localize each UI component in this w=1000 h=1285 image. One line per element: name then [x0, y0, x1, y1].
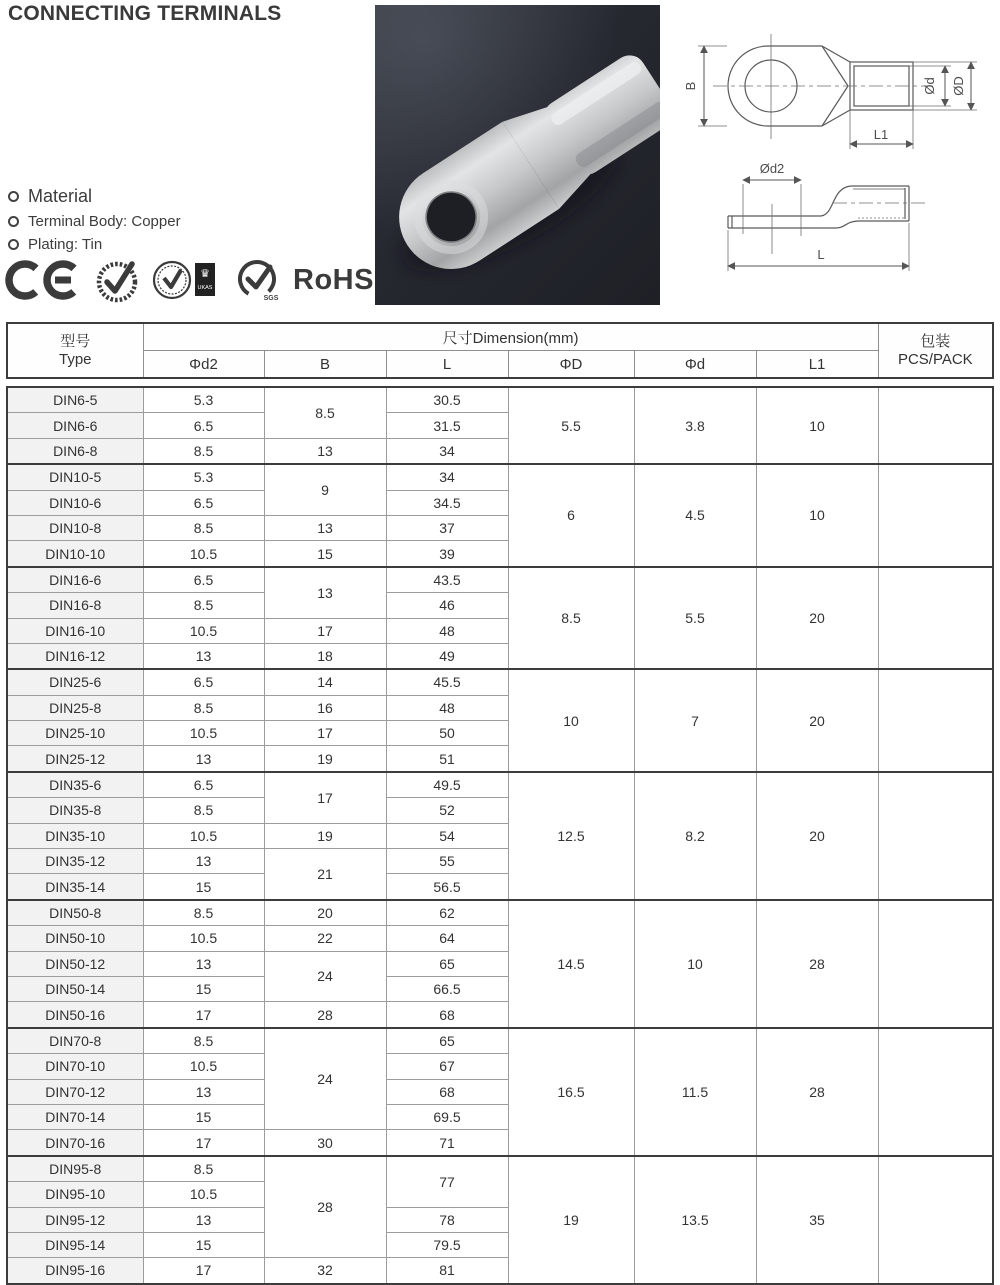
check-circle-icon — [94, 257, 140, 303]
material-item-row — [8, 236, 181, 253]
value-cell: 51 — [386, 746, 508, 772]
type-cell: DIN35-12 — [7, 849, 143, 874]
type-cell: DIN35-10 — [7, 823, 143, 848]
material-heading-row — [8, 186, 181, 207]
value-cell: 30.5 — [386, 387, 508, 413]
value-cell: 8.5 — [143, 695, 264, 720]
type-cell: DIN95-14 — [7, 1232, 143, 1257]
value-cell: 15 — [143, 874, 264, 900]
value-cell: 77 — [386, 1156, 508, 1207]
bullet-icon — [8, 239, 19, 250]
ukas-check-circle-icon — [151, 257, 223, 303]
value-cell: 14 — [264, 669, 386, 695]
type-cell: DIN10-10 — [7, 541, 143, 567]
material-item-plating: Plating: Tin — [28, 236, 103, 253]
col-header-l1: L1 — [756, 351, 878, 379]
value-cell: 78 — [386, 1207, 508, 1232]
pack-cell — [878, 464, 993, 567]
value-cell: 24 — [264, 951, 386, 1002]
type-cell: DIN25-10 — [7, 721, 143, 746]
type-cell: DIN70-12 — [7, 1079, 143, 1104]
value-cell: 19 — [264, 823, 386, 848]
value-cell: 30 — [264, 1130, 386, 1156]
terminal-lug-image — [375, 5, 660, 305]
value-cell: 5.5 — [508, 387, 634, 464]
col-header-l: L — [386, 351, 508, 379]
value-cell: 14.5 — [508, 900, 634, 1028]
table-row — [7, 387, 993, 413]
value-cell: 45.5 — [386, 669, 508, 695]
value-cell: 67 — [386, 1054, 508, 1079]
value-cell: 10 — [634, 900, 756, 1028]
value-cell: 5.3 — [143, 464, 264, 490]
pack-cell — [878, 567, 993, 670]
value-cell: 16 — [264, 695, 386, 720]
pack-cell — [878, 772, 993, 900]
value-cell: 6.5 — [143, 490, 264, 515]
ce-mark-icon — [5, 257, 83, 303]
type-cell: DIN16-10 — [7, 618, 143, 643]
value-cell: 10 — [508, 669, 634, 772]
table-row — [7, 900, 993, 926]
value-cell: 7 — [634, 669, 756, 772]
value-cell: 13 — [264, 567, 386, 618]
type-cell: DIN25-12 — [7, 746, 143, 772]
value-cell: 49.5 — [386, 772, 508, 798]
material-item-body: Terminal Body: Copper — [28, 213, 181, 230]
type-cell: DIN95-16 — [7, 1258, 143, 1284]
value-cell: 4.5 — [634, 464, 756, 567]
table-row — [7, 567, 993, 593]
col-header-dbig: ΦD — [508, 351, 634, 379]
value-cell: 34.5 — [386, 490, 508, 515]
value-cell: 6 — [508, 464, 634, 567]
type-cell: DIN50-16 — [7, 1002, 143, 1028]
value-cell: 71 — [386, 1130, 508, 1156]
value-cell: 20 — [264, 900, 386, 926]
value-cell: 35 — [756, 1156, 878, 1284]
value-cell: 79.5 — [386, 1232, 508, 1257]
type-cell: DIN70-16 — [7, 1130, 143, 1156]
value-cell: 62 — [386, 900, 508, 926]
value-cell: 46 — [386, 593, 508, 618]
value-cell: 13 — [143, 1079, 264, 1104]
value-cell: 17 — [143, 1002, 264, 1028]
col-header-pack-en: PCS/PACK — [897, 350, 973, 368]
value-cell: 21 — [264, 849, 386, 900]
type-cell: DIN6-6 — [7, 413, 143, 438]
product-photo — [375, 5, 660, 305]
type-cell: DIN95-10 — [7, 1182, 143, 1207]
dim-label-d2: Ød2 — [759, 161, 785, 176]
pack-cell — [878, 387, 993, 464]
value-cell: 64 — [386, 926, 508, 951]
value-cell: 9 — [264, 464, 386, 515]
type-cell: DIN70-14 — [7, 1104, 143, 1129]
value-cell: 34 — [386, 464, 508, 490]
value-cell: 13 — [143, 643, 264, 669]
type-cell: DIN10-5 — [7, 464, 143, 490]
dim-label-b: B — [683, 81, 698, 91]
pack-cell — [878, 669, 993, 772]
table-row — [7, 1156, 993, 1182]
value-cell: 10 — [756, 387, 878, 464]
col-header-pack — [878, 323, 993, 378]
pack-cell — [878, 1028, 993, 1156]
value-cell: 68 — [386, 1002, 508, 1028]
dim-label-l: L — [817, 247, 825, 262]
table-row — [7, 1028, 993, 1054]
bullet-icon — [8, 216, 19, 227]
type-cell: DIN95-8 — [7, 1156, 143, 1182]
spec-table — [6, 386, 994, 1285]
material-section — [8, 186, 181, 259]
type-cell: DIN50-12 — [7, 951, 143, 976]
table-row — [7, 669, 993, 695]
value-cell: 13 — [264, 515, 386, 540]
value-cell: 15 — [143, 1104, 264, 1129]
type-cell: DIN6-8 — [7, 438, 143, 464]
top-view-diagram — [681, 18, 993, 160]
type-cell: DIN10-6 — [7, 490, 143, 515]
value-cell: 10.5 — [143, 926, 264, 951]
type-cell: DIN35-8 — [7, 798, 143, 823]
col-header-dimension: 尺寸Dimension(mm) — [143, 323, 878, 351]
dim-label-d-small: Ød — [922, 77, 937, 95]
value-cell: 13.5 — [634, 1156, 756, 1284]
certifications-row — [5, 255, 374, 305]
value-cell: 28 — [756, 1028, 878, 1156]
value-cell: 15 — [143, 1232, 264, 1257]
type-cell: DIN70-10 — [7, 1054, 143, 1079]
value-cell: 48 — [386, 695, 508, 720]
value-cell: 10.5 — [143, 1182, 264, 1207]
value-cell: 81 — [386, 1258, 508, 1284]
svg-text:SGS: SGS — [263, 295, 279, 302]
value-cell: 13 — [143, 1207, 264, 1232]
value-cell: 50 — [386, 721, 508, 746]
value-cell: 13 — [143, 849, 264, 874]
value-cell: 6.5 — [143, 669, 264, 695]
type-cell: DIN10-8 — [7, 515, 143, 540]
value-cell: 8.5 — [143, 515, 264, 540]
value-cell: 11.5 — [634, 1028, 756, 1156]
crown-icon: ♛ — [200, 268, 210, 280]
col-header-dsmall: Φd — [634, 351, 756, 379]
value-cell: 68 — [386, 1079, 508, 1104]
value-cell: 15 — [143, 976, 264, 1001]
value-cell: 65 — [386, 951, 508, 976]
value-cell: 18 — [264, 643, 386, 669]
value-cell: 12.5 — [508, 772, 634, 900]
value-cell: 28 — [264, 1002, 386, 1028]
value-cell: 28 — [756, 900, 878, 1028]
value-cell: 13 — [143, 746, 264, 772]
pack-cell — [878, 900, 993, 1028]
value-cell: 32 — [264, 1258, 386, 1284]
value-cell: 20 — [756, 567, 878, 670]
value-cell: 10.5 — [143, 721, 264, 746]
value-cell: 5.5 — [634, 567, 756, 670]
value-cell: 43.5 — [386, 567, 508, 593]
value-cell: 56.5 — [386, 874, 508, 900]
value-cell: 8.5 — [143, 798, 264, 823]
type-cell: DIN16-12 — [7, 643, 143, 669]
value-cell: 34 — [386, 438, 508, 464]
value-cell: 8.2 — [634, 772, 756, 900]
table-row — [7, 772, 993, 798]
value-cell: 20 — [756, 669, 878, 772]
table-row — [7, 464, 993, 490]
type-cell: DIN35-14 — [7, 874, 143, 900]
value-cell: 17 — [264, 721, 386, 746]
value-cell: 8.5 — [143, 593, 264, 618]
bullet-icon — [8, 191, 19, 202]
value-cell: 24 — [264, 1028, 386, 1130]
type-cell: DIN50-10 — [7, 926, 143, 951]
value-cell: 6.5 — [143, 413, 264, 438]
type-cell: DIN70-8 — [7, 1028, 143, 1054]
value-cell: 15 — [264, 541, 386, 567]
value-cell: 8.5 — [143, 1156, 264, 1182]
value-cell: 17 — [264, 618, 386, 643]
side-view-diagram — [681, 160, 993, 300]
value-cell: 39 — [386, 541, 508, 567]
value-cell: 8.5 — [508, 567, 634, 670]
dim-label-d-big: ØD — [951, 76, 966, 96]
col-header-d2: Φd2 — [143, 351, 264, 379]
dim-label-l1: L1 — [873, 127, 889, 142]
value-cell: 10.5 — [143, 618, 264, 643]
rohs-label: RoHS — [293, 263, 374, 296]
value-cell: 48 — [386, 618, 508, 643]
value-cell: 28 — [264, 1156, 386, 1258]
value-cell: 5.3 — [143, 387, 264, 413]
value-cell: 13 — [143, 951, 264, 976]
value-cell: 8.5 — [143, 438, 264, 464]
value-cell: 22 — [264, 926, 386, 951]
value-cell: 6.5 — [143, 567, 264, 593]
type-cell: DIN35-6 — [7, 772, 143, 798]
col-header-pack-zh: 包装 — [920, 332, 951, 350]
page-title: CONNECTING TERMINALS — [8, 2, 282, 25]
value-cell: 49 — [386, 643, 508, 669]
value-cell: 54 — [386, 823, 508, 848]
type-cell: DIN16-8 — [7, 593, 143, 618]
value-cell: 10.5 — [143, 541, 264, 567]
type-cell: DIN25-8 — [7, 695, 143, 720]
value-cell: 17 — [143, 1130, 264, 1156]
spec-table-body — [7, 387, 993, 1284]
material-item-row — [8, 213, 181, 230]
value-cell: 52 — [386, 798, 508, 823]
svg-text:UKAS: UKAS — [197, 285, 213, 291]
value-cell: 65 — [386, 1028, 508, 1054]
value-cell: 19 — [508, 1156, 634, 1284]
value-cell: 31.5 — [386, 413, 508, 438]
value-cell: 66.5 — [386, 976, 508, 1001]
value-cell: 20 — [756, 772, 878, 900]
value-cell: 10.5 — [143, 1054, 264, 1079]
col-header-type-zh: 型号 — [60, 332, 91, 350]
value-cell: 10.5 — [143, 823, 264, 848]
value-cell: 10 — [756, 464, 878, 567]
value-cell: 8.5 — [264, 387, 386, 438]
spec-table-header — [6, 322, 994, 379]
value-cell: 37 — [386, 515, 508, 540]
value-cell: 55 — [386, 849, 508, 874]
col-header-type — [7, 323, 143, 378]
pack-cell — [878, 1156, 993, 1284]
value-cell: 19 — [264, 746, 386, 772]
type-cell: DIN50-14 — [7, 976, 143, 1001]
value-cell: 13 — [264, 438, 386, 464]
type-cell: DIN95-12 — [7, 1207, 143, 1232]
type-cell: DIN50-8 — [7, 900, 143, 926]
value-cell: 8.5 — [143, 1028, 264, 1054]
value-cell: 3.8 — [634, 387, 756, 464]
value-cell: 69.5 — [386, 1104, 508, 1129]
type-cell: DIN25-6 — [7, 669, 143, 695]
value-cell: 16.5 — [508, 1028, 634, 1156]
type-cell: DIN6-5 — [7, 387, 143, 413]
value-cell: 17 — [143, 1258, 264, 1284]
value-cell: 8.5 — [143, 900, 264, 926]
value-cell: 17 — [264, 772, 386, 823]
sgs-check-circle-icon — [234, 257, 282, 303]
col-header-b: B — [264, 351, 386, 379]
material-heading: Material — [28, 186, 93, 206]
type-cell: DIN16-6 — [7, 567, 143, 593]
value-cell: 6.5 — [143, 772, 264, 798]
col-header-type-en: Type — [58, 350, 92, 368]
